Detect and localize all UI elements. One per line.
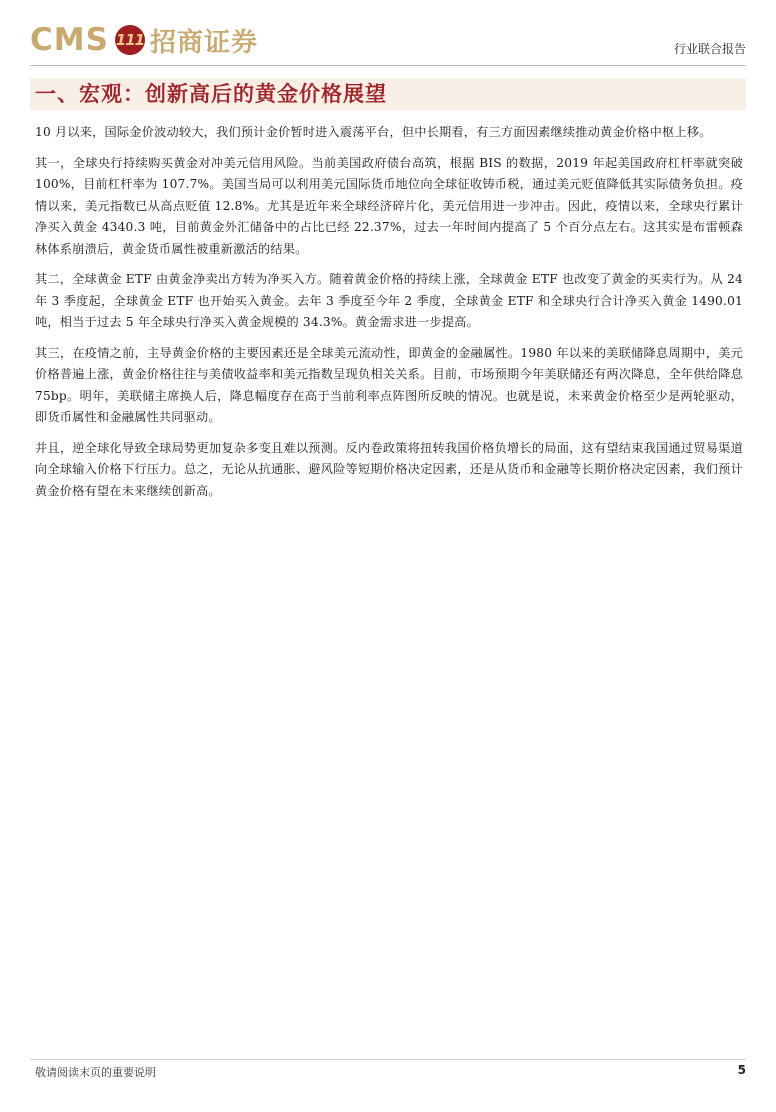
report-body: [35, 122, 743, 511]
page-number: 5: [737, 1063, 746, 1077]
paragraph-point-three: 其三，在疫情之前，主导黄金价格的主要因素还是全球美元流动性，即黄金的金融属性。1980 年以来的美联储降息周期中，美元价格普遍上涨，黄金价格往往与美债收益率和美元指数呈现负相关关系。目前，市场预期今年美联储还有两次降息，全年供给降息 75bp。明年，美联储主席换人后，降息幅度存在高于当前利率点阵图所反映的情况。也就是说，未来黄金价格至少是两轮驱动，即货币属性和金融属性共同驱动。: [35, 345, 743, 424]
paragraph-intro: 10 月以来，国际金价波动较大，我们预计金价暂时进入震荡平台，但中长期看，有三方面因素继续推动黄金价格中枢上移。: [35, 125, 712, 139]
paragraph-point-two: 其二，全球黄金 ETF 由黄金净卖出方转为净买入方。随着黄金价格的持续上涨，全球黄金 ETF 也改变了黄金的买卖行为。从 24 年 3 季度起，全球黄金 ETF 也开始买入黄金。去年 3 季度至今年 2 季度，全球黄金 ETF 和全球央行合计净买入黄金 1490.01 吨，相当于过去 5 年全球央行净买入黄金规模的 34.3%。黄金需求进一步提高。: [35, 272, 743, 329]
paragraph-point-one: 其一，全球央行持续购买黄金对冲美元信用风险。当前美国政府债台高筑，根据 BIS 的数据，2019 年起美国政府杠杆率就突破 100%，目前杠杆率为 107.7%。美国当局可以利用美元国际货币地位向全球征收铸币税，通过美元贬值降低其实际债务负担。疫情以来，美元指数已从高点贬值 12.8%。尤其是近年来全球经济碎片化，美元信用进一步冲击。因此，疫情以来，全球央行累计净买入黄金 4340.3 吨，目前黄金外汇储备中的占比已经 22.37%，过去一年时间内提高了 5 个百分点左右。这其实是布雷顿森林体系崩溃后，黄金货币属性被重新激活的结果。: [35, 155, 743, 256]
report-type-label: 行业联合报告: [673, 42, 746, 56]
logo-latin-text: CMS: [30, 22, 109, 58]
paragraph-conclusion: 并且，逆全球化导致全球局势更加复杂多变且难以预测。反内卷政策将扭转我国价格负增长的局面，这有望结束我国通过贸易渠道向全球输入价格下行压力。总之，无论从抗通胀、避风险等短期价格决定因素，还是从货币和金融等长期价格决定因素，我们预计黄金价格有望在未来继续创新高。: [35, 440, 743, 498]
disclaimer-note: 敬请阅读末页的重要说明: [35, 1066, 156, 1079]
footer-divider: [30, 1059, 746, 1060]
page-header: [30, 18, 746, 68]
cms-logo: [30, 20, 258, 60]
logo-chinese-text: 招商证券: [149, 27, 258, 58]
header-divider: [30, 65, 746, 66]
section-title: 一、宏观：创新高后的黄金价格展望: [35, 82, 387, 106]
logo-emblem-icon: 111: [115, 25, 145, 55]
